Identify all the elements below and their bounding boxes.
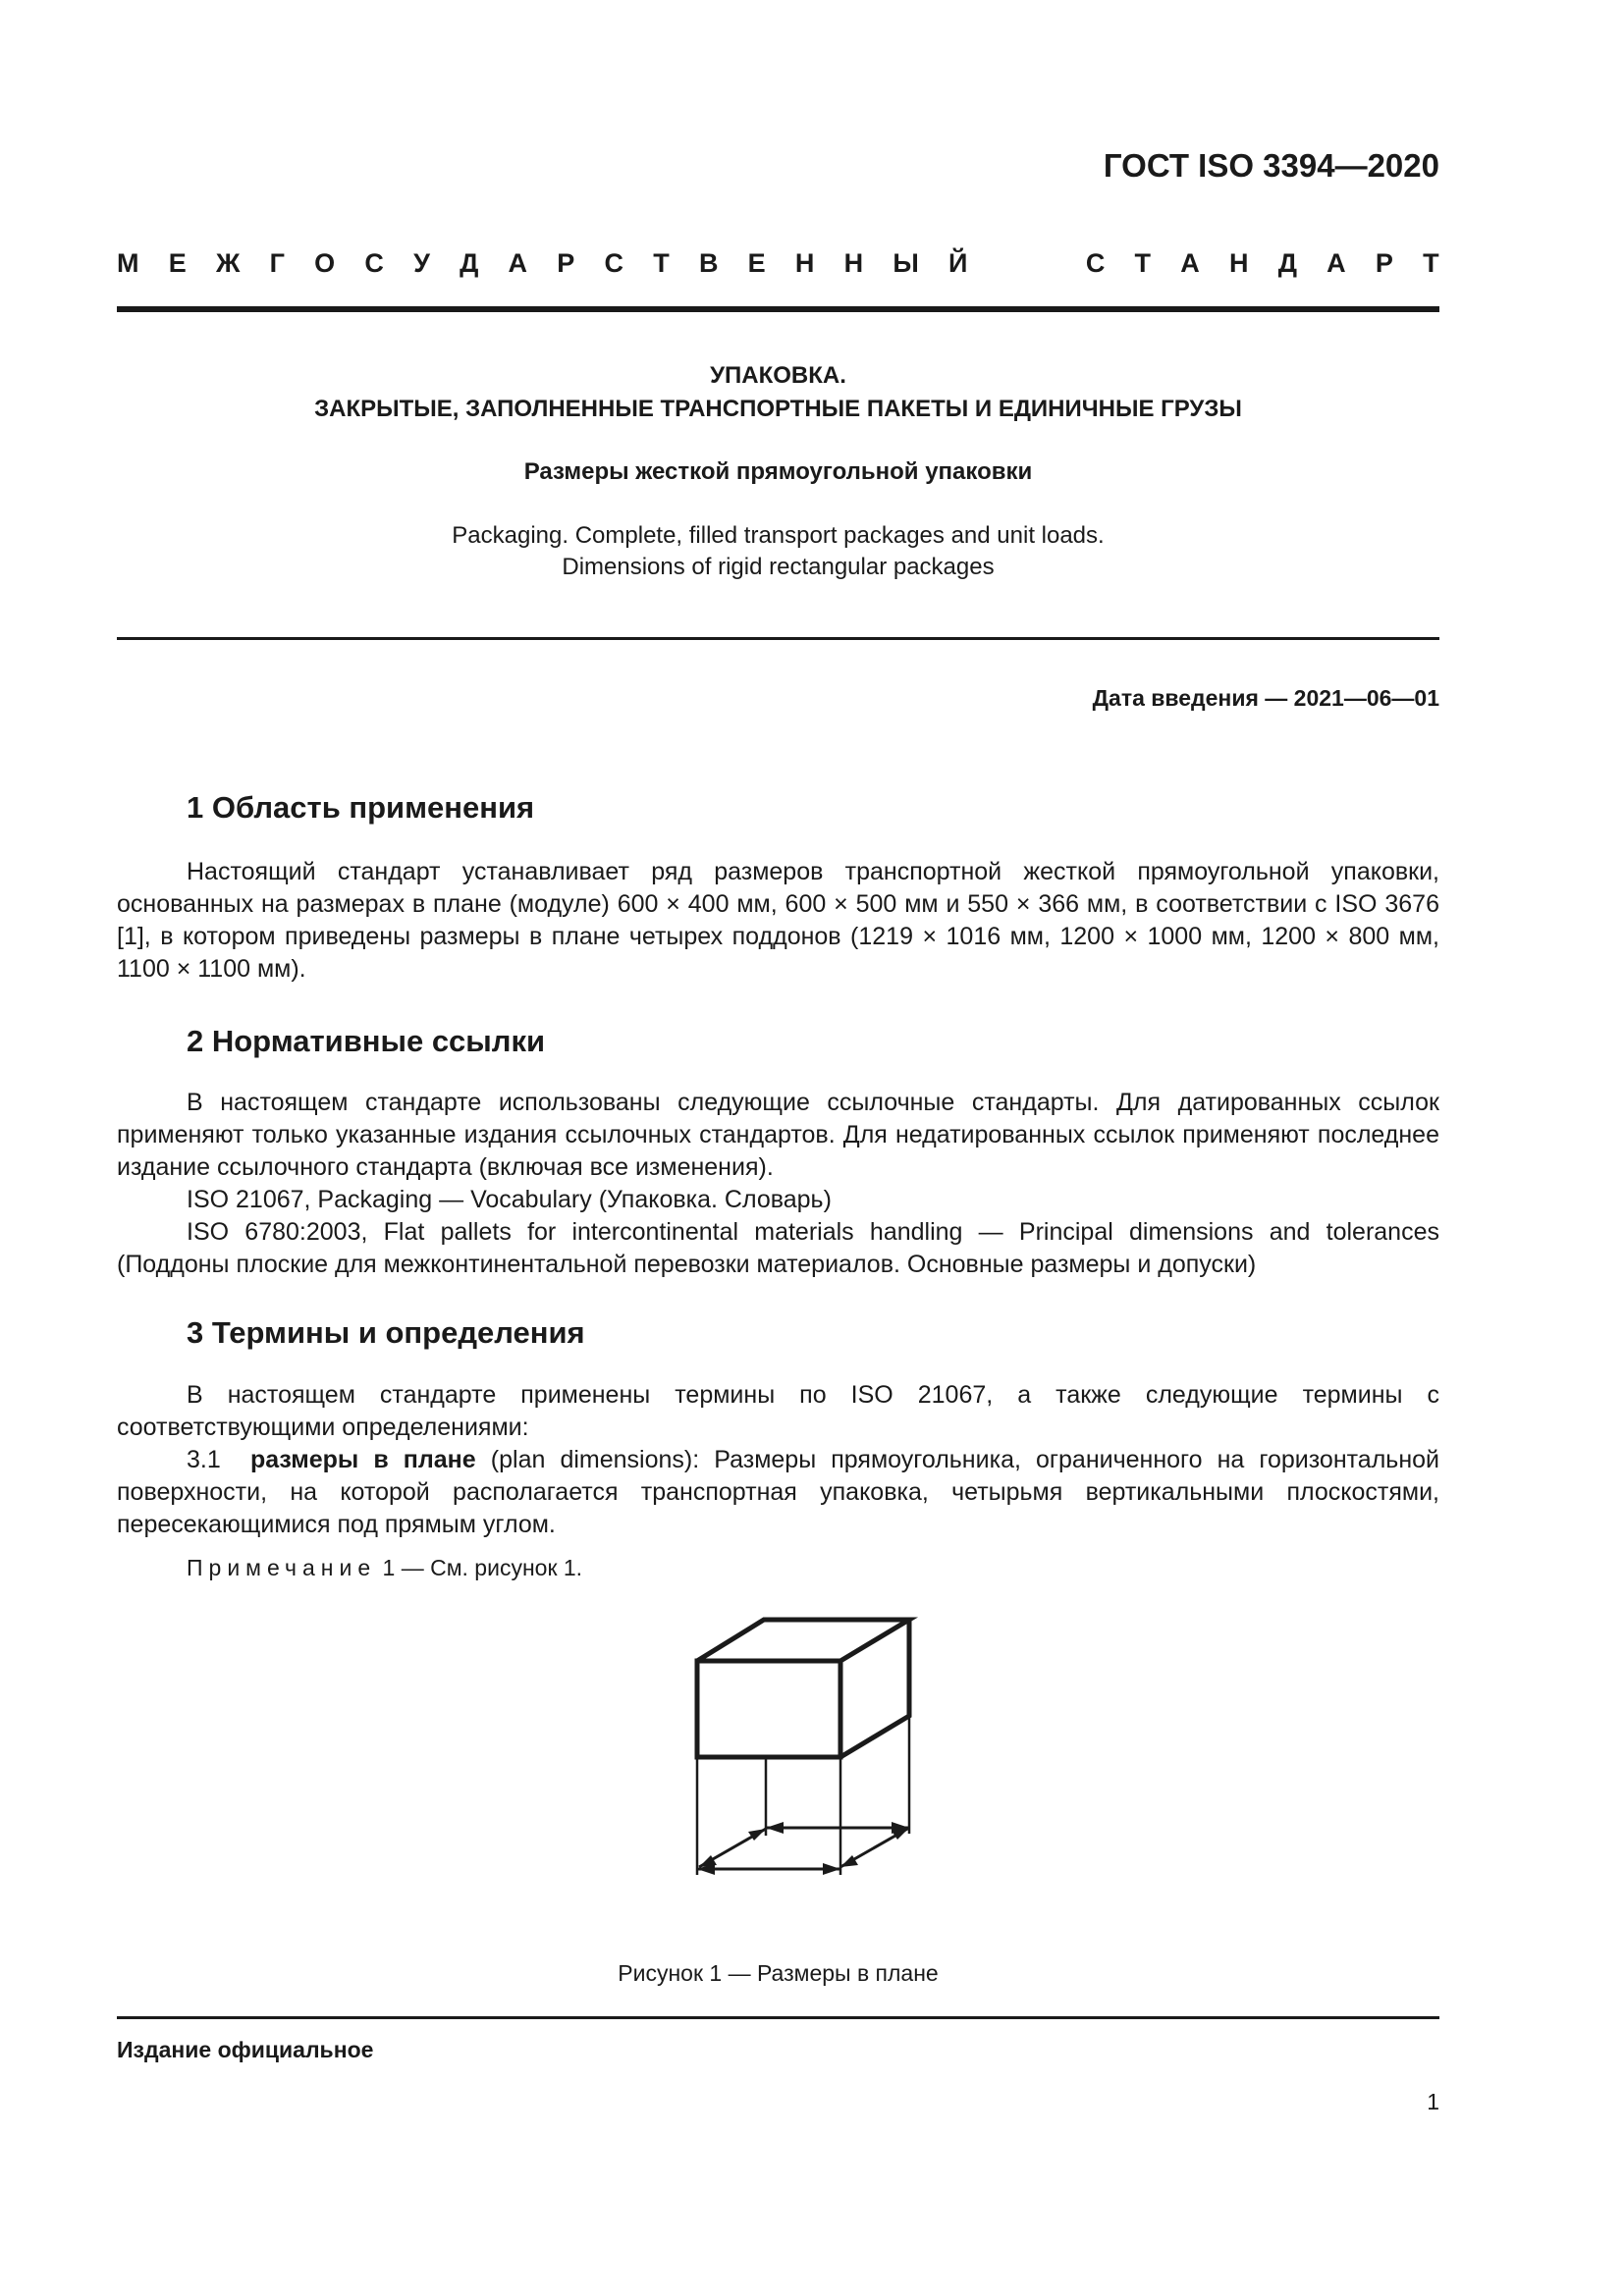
english-title-line-1: Packaging. Complete, filled transport packages and unit loads. <box>452 522 1105 549</box>
title-line-1: УПАКОВКА. <box>710 362 846 389</box>
category-letter: Р <box>557 248 575 278</box>
category-letter: Т <box>1423 248 1439 278</box>
arrowhead <box>766 1822 784 1834</box>
category-letter: Д <box>460 248 479 278</box>
reference-2 <box>117 1216 1439 1281</box>
section-3-text <box>117 1379 1439 1444</box>
reference-2-text: ISO 6780:2003, Flat pallets for intercontinental materials handling — Principal dimensions and tolerances (Поддоны плоские для межконтинентальной перевозки материалов. Основные размеры и допуски) <box>117 1218 1439 1278</box>
category-letter: М <box>117 248 139 278</box>
category-word-gap <box>998 248 1056 279</box>
category-letter: В <box>698 248 719 278</box>
footer-rule <box>117 2016 1439 2019</box>
section-2-text <box>117 1087 1439 1184</box>
section-1-heading: 1 Область применения <box>187 790 535 825</box>
figure-1-box-drawing <box>677 1610 933 1885</box>
section-3-paragraph: В настоящем стандарте применены термины по ISO 21067, а также следующие термины с соответствующими определениями: <box>117 1381 1439 1441</box>
edition-label: Издание официальное <box>117 2037 374 2062</box>
english-title <box>117 520 1439 583</box>
category-letter: Й <box>947 248 968 278</box>
header-rule <box>117 306 1439 312</box>
category-letter: Н <box>843 248 864 278</box>
arrowhead <box>823 1863 840 1875</box>
category-letter: О <box>314 248 336 278</box>
page-number: 1 <box>1427 2089 1439 2114</box>
section-1-paragraph: Настоящий стандарт устанавливает ряд размеров транспортной жесткой прямоугольной упаковки, основанных на размерах в плане (модуле) 600 × 400 мм, 600 × 500 мм и 550 × 366 мм, в соответствии с ISO 3676 [1], в котором приведены размеры в плане четырех поддонов (1219 × 1016 мм, 1200 × 1000 мм, 1200 × 800 мм, 1100 × 1100 мм). <box>117 858 1439 983</box>
category-letter: Д <box>1277 248 1297 278</box>
section-3-heading: 3 Термины и определения <box>187 1315 585 1350</box>
category-letter: Е <box>747 248 766 278</box>
category-letter: У <box>413 248 430 278</box>
category-letter: Ж <box>215 248 241 278</box>
category-letter: А <box>1326 248 1346 278</box>
category-letter: Е <box>168 248 187 278</box>
title-rule <box>117 637 1439 640</box>
box-top-face <box>697 1620 909 1661</box>
term-number: 3.1 <box>187 1446 221 1473</box>
document-title <box>117 359 1439 426</box>
term-name: размеры в плане <box>249 1446 476 1473</box>
reference-1: ISO 21067, Packaging — Vocabulary (Упаковка. Словарь) <box>187 1186 832 1213</box>
box-front-face <box>697 1661 840 1757</box>
category-letter: Г <box>269 248 285 278</box>
term-definition <box>117 1444 1439 1541</box>
document-number: ГОСТ ISO 3394—2020 <box>1103 147 1439 184</box>
category-letter: Н <box>794 248 815 278</box>
category-letter: Р <box>1375 248 1393 278</box>
note-label: Примечание <box>187 1555 377 1580</box>
category-letter: А <box>1180 248 1200 278</box>
category-letter: Н <box>1228 248 1249 278</box>
note-text: 1 — См. рисунок 1. <box>376 1555 583 1580</box>
category-letter: С <box>364 248 384 278</box>
document-subtitle: Размеры жесткой прямоугольной упаковки <box>523 458 1033 485</box>
title-line-2: ЗАКРЫТЫЕ, ЗАПОЛНЕННЫЕ ТРАНСПОРТНЫЕ ПАКЕТЫ И ЕДИНИЧНЫЕ ГРУЗЫ <box>314 396 1242 422</box>
category-letter: Ы <box>893 248 919 278</box>
category-letter: Т <box>653 248 670 278</box>
section-2-heading: 2 Нормативные ссылки <box>187 1024 546 1058</box>
category-letter: С <box>604 248 623 278</box>
section-1-text <box>117 856 1439 986</box>
section-2-paragraph: В настоящем стандарте использованы следующие ссылочные стандарты. Для датированных ссылок применяют только указанные издания ссылочных стандартов. Для недатированных ссылок применяют последнее издание ссылочного стандарта (включая все изменения). <box>117 1089 1439 1181</box>
standard-category <box>117 248 1439 279</box>
category-letter: Т <box>1134 248 1152 278</box>
note <box>187 1555 582 1581</box>
category-letter: С <box>1085 248 1106 278</box>
term-text: (plan dimensions): Размеры прямоугольника, ограниченного на горизонтальной поверхности, на которой располагается транспортная упаковка, четырьмя вертикальными плоскостями, пересекающимися под прямым углом. <box>117 1446 1440 1538</box>
category-letter: А <box>508 248 528 278</box>
figure-caption: Рисунок 1 — Размеры в плане <box>618 1960 939 1986</box>
english-title-line-2: Dimensions of rigid rectangular packages <box>562 554 995 580</box>
intro-date: Дата введения — 2021—06—01 <box>1092 685 1439 711</box>
